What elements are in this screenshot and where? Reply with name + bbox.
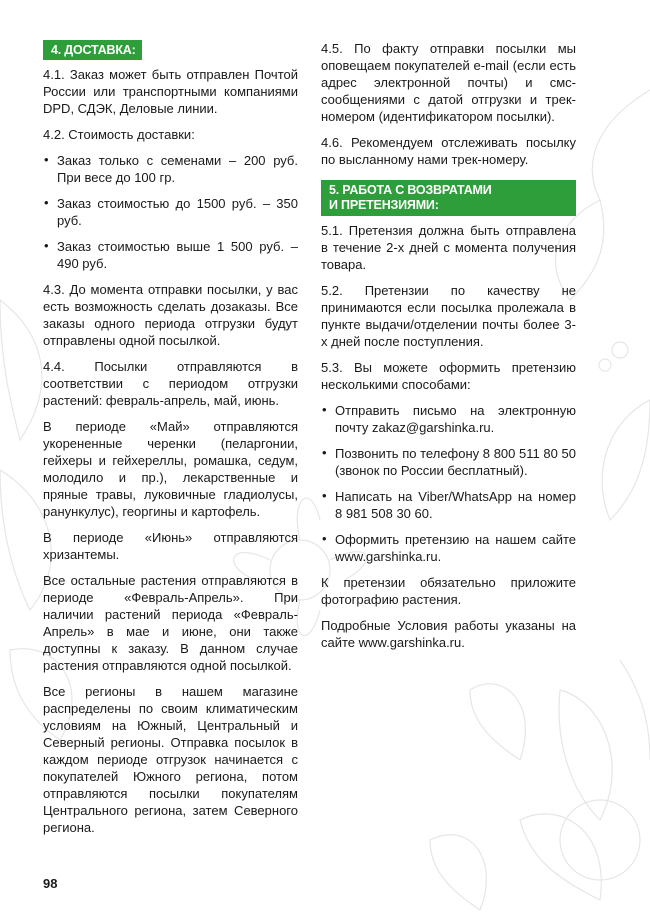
list-item: • Заказ стоимостью до 1500 руб. – 350 руб. xyxy=(44,195,298,228)
bullet-icon: • xyxy=(322,531,327,546)
paragraph-4-4: 4.4. Посылки отправляются в соответствии с периодом отгрузки растений: февраль-апрель, май, июнь. xyxy=(43,359,298,408)
section-5-heading: 5. РАБОТА С ВОЗВРАТАМИ И ПРЕТЕНЗИЯМИ: xyxy=(321,180,576,216)
list-item: • Заказ только с семенами – 200 руб. При весе до 100 гр. xyxy=(44,152,298,185)
paragraph-5-2: 5.2. Претензии по качеству не принимаются если посылка пролежала в пункте выдачи/отделении почты более 3-х дней после поступления. xyxy=(321,283,576,349)
paragraph-may-period: В периоде «Май» отправляются укорененные черенки (пеларгонии, гейхеры и гейхереллы, ромашка, седум, молодило и пр.), лекарственные и пряные травы, луковичные гладиолусы, ранункулус), георгины и картофель. xyxy=(43,419,298,519)
bullet-icon: • xyxy=(322,445,327,460)
list-item: • Заказ стоимостью выше 1 500 руб. – 490 руб. xyxy=(44,238,298,271)
section-4-heading: 4. ДОСТАВКА: xyxy=(43,40,142,60)
paragraph-4-5: 4.5. По факту отправки посылки мы оповещаем покупателей e-mail (если есть адрес электронной почты) и смс-сообщениями с датой отгрузки и трек-номером (идентификатором посылки). xyxy=(321,41,576,124)
list-item: • Оформить претензию на нашем сайте www.garshinka.ru. xyxy=(322,531,576,564)
paragraph-4-1: 4.1. Заказ может быть отправлен Почтой России или транспортными компаниями DPD, СДЭК, Деловые линии. xyxy=(43,67,298,116)
list-item: • Написать на Viber/WhatsApp на номер 8 981 508 30 60. xyxy=(322,488,576,521)
bullet-icon: • xyxy=(44,238,49,253)
paragraph-photo-required: К претензии обязательно приложите фотографию растения. xyxy=(321,575,576,607)
paragraph-other-plants: Все остальные растения отправляются в периоде «Февраль-Апрель». При наличии растений периода «Февраль-Апрель» в мае и июне, они также доступны к заказу. В данном случае растения отправляются одной посылкой. xyxy=(43,573,298,673)
paragraph-5-1: 5.1. Претензия должна быть отправлена в течение 2-х дней с момента получения товара. xyxy=(321,223,576,272)
paragraph-terms: Подробные Условия работы указаны на сайте www.garshinka.ru. xyxy=(321,618,576,650)
bullet-icon: • xyxy=(322,488,327,503)
list-item: • Позвонить по телефону 8 800 511 80 50 (звонок по России бесплатный). xyxy=(322,445,576,478)
paragraph-4-3: 4.3. До момента отправки посылки, у вас есть возможность сделать дозаказы. Все заказы одного периода отгрузки будут отправлены одной посылкой. xyxy=(43,282,298,348)
page-number: 98 xyxy=(43,876,58,891)
paragraph-4-6: 4.6. Рекомендуем отслеживать посылку по высланному нами трек-номеру. xyxy=(321,135,576,167)
paragraph-5-3: 5.3. Вы можете оформить претензию несколькими способами: xyxy=(321,360,576,392)
claim-methods-list xyxy=(321,402,576,565)
paragraph-june-period: В периоде «Июнь» отправляются хризантемы. xyxy=(43,530,298,562)
paragraph-4-2: 4.2. Стоимость доставки: xyxy=(43,127,195,142)
bullet-icon: • xyxy=(44,152,49,167)
delivery-prices-list xyxy=(43,152,298,272)
bullet-icon: • xyxy=(44,195,49,210)
left-column xyxy=(43,40,298,845)
bullet-icon: • xyxy=(322,402,327,417)
paragraph-regions: Все регионы в нашем магазине распределены по своим климатическим условиям на Южный, Центральный и Северный регионы. Отправка посылок в каждом периоде отгрузок начинается с покупателей Южного региона, потом отправляются посылки покупателям Центрального региона, затем Северного региона. xyxy=(43,684,298,835)
right-column xyxy=(321,40,576,660)
list-item: • Отправить письмо на электронную почту zakaz@garshinka.ru. xyxy=(322,402,576,435)
